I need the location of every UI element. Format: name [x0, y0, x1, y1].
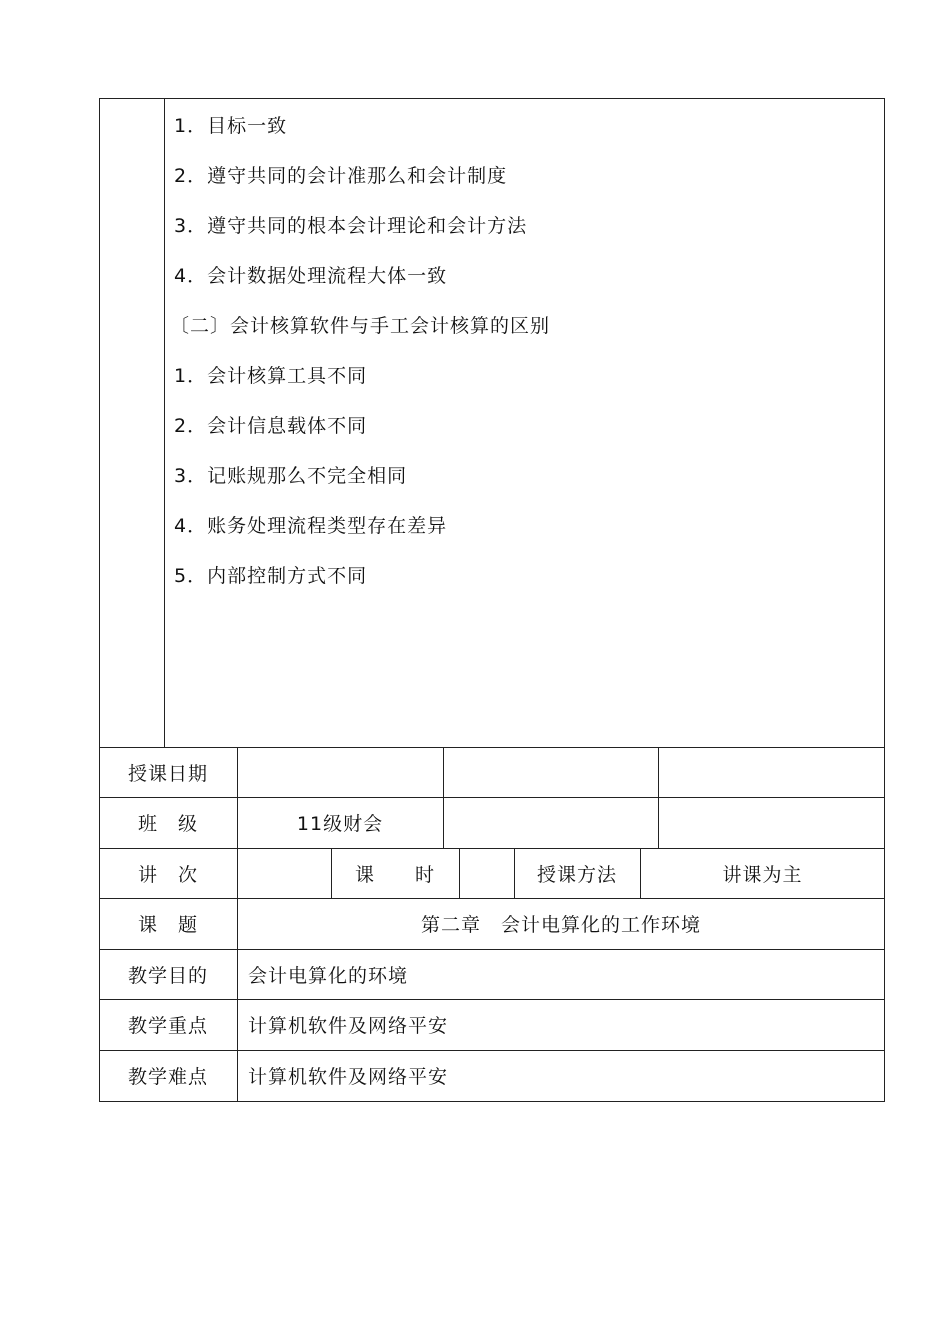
key-value: 计算机软件及网络平安 — [248, 1015, 449, 1037]
content-line-8: 3．记账规那么不完全相同 — [174, 465, 408, 487]
key-label: 教学重点 — [127, 1015, 208, 1037]
goal-label: 教学目的 — [127, 965, 208, 987]
content-line-10: 5．内部控制方式不同 — [174, 565, 368, 587]
topic-value: 第二章 会计电算化的工作环境 — [420, 914, 701, 936]
method-label: 授课方法 — [536, 864, 617, 886]
difficulty-label: 教学难点 — [127, 1066, 208, 1088]
content-line-2: 2．遵守共同的会计准那么和会计制度 — [174, 165, 508, 187]
col-divider — [658, 747, 659, 848]
row-divider — [99, 898, 885, 899]
topic-label: 课 题 — [137, 914, 198, 936]
content-table-divider — [164, 98, 165, 748]
content-line-3: 3．遵守共同的根本会计理论和会计方法 — [174, 215, 528, 237]
difficulty-value: 计算机软件及网络平安 — [248, 1066, 449, 1088]
content-line-9: 4．账务处理流程类型存在差异 — [174, 515, 448, 537]
row-divider — [99, 848, 885, 849]
row-divider — [99, 797, 885, 798]
hours-label: 课 时 — [354, 864, 435, 886]
class-label: 班 级 — [137, 813, 198, 835]
method-value: 讲课为主 — [722, 864, 803, 886]
class-value: 11级财会 — [296, 813, 384, 835]
content-line-4: 4．会计数据处理流程大体一致 — [174, 265, 448, 287]
row-divider — [99, 1050, 885, 1051]
content-line-1: 1．目标一致 — [174, 115, 288, 137]
row-divider — [99, 999, 885, 1000]
content-line-6: 1．会计核算工具不同 — [174, 365, 368, 387]
goal-value: 会计电算化的环境 — [248, 965, 409, 987]
session-label: 讲 次 — [137, 864, 198, 886]
content-line-7: 2．会计信息载体不同 — [174, 415, 368, 437]
col-divider — [459, 848, 460, 899]
row-divider — [99, 949, 885, 950]
col-divider — [443, 747, 444, 848]
date-label: 授课日期 — [127, 763, 208, 785]
content-line-5: 〔二〕会计核算软件与手工会计核算的区别 — [170, 315, 551, 337]
